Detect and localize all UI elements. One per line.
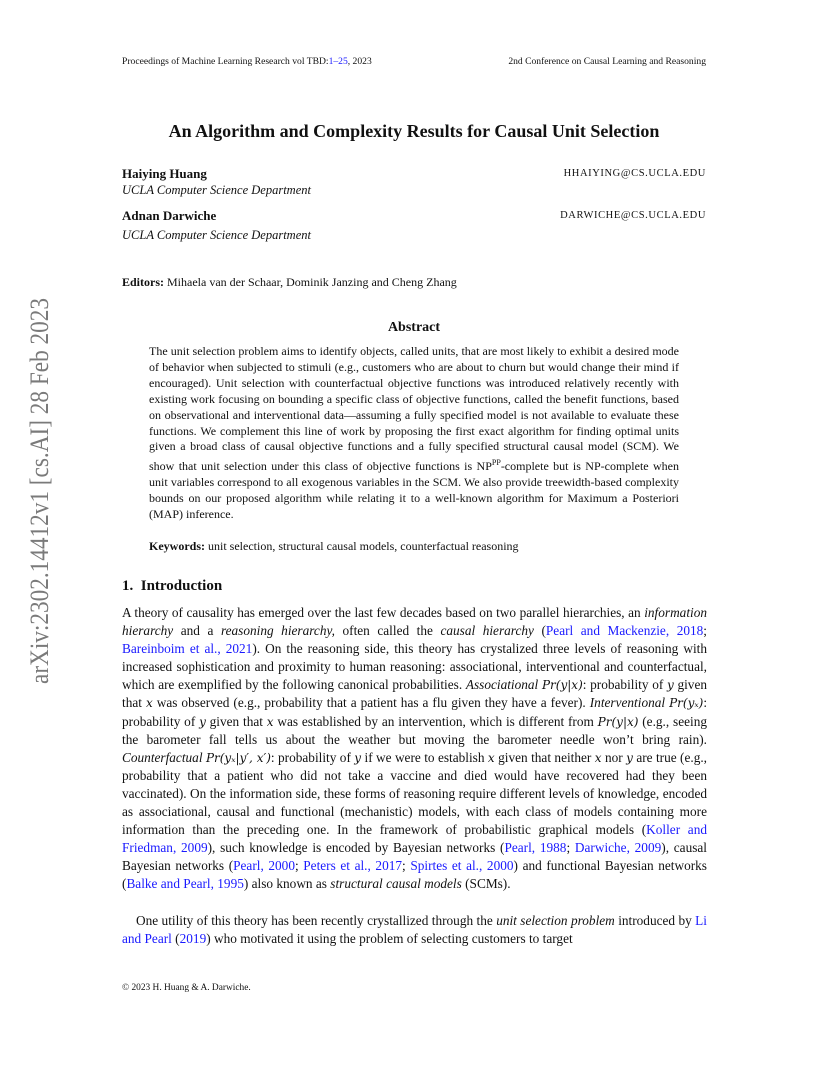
- intro-paragraph: A theory of causality has emerged over the last few decades based on two parallel hierarchies, an information hierarchy and a reasoning hierarchy, often called the causal hierarchy (Pearl and Mackenzie, 2018; Bareinboim et al., 2021). On the reasoning side, this theory has crystalized three levels of reasoning with increased sophistication and proximity to human reasoning: associational, interventional and counterfactual, which are exemplified by the following canonical probabilities. Associational Pr(y|x): probability of y given that x was observed (e.g., probability that a patient has a flu given they have a fever). Interventional Pr(yₓ): probability of y given that x was established by an intervention, which is different from Pr(y|x) (e.g., seeing the barometer fall tells us about the weather but moving the barometer needle won’t bring rain). Counterfactual Pr(yₓ|y′, x′): probability of y if we were to establish x given that neither x nor y are true (e.g., probability that a patient who did not take a vaccine and died would have recovered had they been vaccinated). On the information side, these forms of reasoning require different levels of knowledge, encoded as associational, causal and functional (mechanistic) models, with each class of models containing more information than the preceding one. In the framework of probabilistic graphical models (Koller and Friedman, 2009), such knowledge is encoded by Bayesian networks (Pearl, 1988; Darwiche, 2009), causal Bayesian networks (Pearl, 2000; Peters et al., 2017; Spirtes et al., 2000) and functional Bayesian networks (Balke and Pearl, 1995) also known as structural causal models (SCMs).: [122, 605, 708, 892]
- running-header-left: Proceedings of Machine Learning Research vol TBD:1–25, 2023: [122, 56, 372, 67]
- running-header-right: 2nd Conference on Causal Learning and Reasoning: [508, 56, 706, 67]
- arxiv-stamp: [18, 296, 58, 686]
- citation-link[interactable]: Peters et al., 2017: [303, 858, 403, 874]
- paper-title: An Algorithm and Complexity Results for Causal Unit Selection: [168, 121, 660, 141]
- page-range-link[interactable]: 1–25: [328, 56, 348, 67]
- abstract-body: The unit selection problem aims to identify objects, called units, that are most likely to exhibit a desired mode of behavior when subjected to stimuli (e.g., customers who are about to churn but would change their mind if encouraged). Unit selection with counterfactual objective functions was introduced relatively recently with existing work focusing on bounding a specific class of objective functions, called the benefit functions, based on observational and interventional data—assuming a fully specified model is not available to evaluate these functions. We complement this line of work by proposing the first exact algorithm for finding optimal units given a broad class of causal objective functions and a fully specified structural causal model (SCM). We show that unit selection under this class of objective functions is $NP^{PP}$-complete but is NP-complete when unit variables correspond to all exogenous variables in the SCM. We also provide treewidth-based complexity bounds on our proposed algorithm while relating it to a well-known algorithm for Maximum a Posteriori (MAP) inference.: [149, 344, 679, 522]
- citation-link[interactable]: Pearl and Mackenzie, 2018: [545, 623, 704, 639]
- section-heading-introduction: 1. Introduction: [122, 578, 223, 594]
- citation-link[interactable]: Spirtes et al., 2000: [410, 858, 514, 874]
- citation-link[interactable]: Pearl, 1988: [504, 840, 567, 856]
- author-affiliation: UCLA Computer Science Department: [122, 183, 311, 197]
- citation-link[interactable]: Li and Pearl: [122, 913, 707, 947]
- author-affiliation: UCLA Computer Science Department: [122, 228, 311, 242]
- arxiv-stamp-text: arXiv:2302.14412v1 [cs.AI] 28 Feb 2023: [25, 296, 54, 684]
- citation-link[interactable]: Bareinboim et al., 2021: [122, 641, 253, 657]
- author-email[interactable]: DARWICHE@CS.UCLA.EDU: [560, 210, 706, 221]
- intro-paragraph: One utility of this theory has been recently crystallized through the unit selection problem introduced by Li and Pearl (2019) who motivated it using the problem of selecting customers to target: [122, 913, 707, 947]
- citation-link[interactable]: Darwiche, 2009: [574, 840, 662, 856]
- copyright-footer: © 2023 H. Huang & A. Darwiche.: [122, 983, 251, 993]
- author-name: Haiying Huang: [122, 166, 207, 181]
- citation-link[interactable]: 2019: [179, 931, 207, 947]
- citation-link[interactable]: Pearl, 2000: [233, 858, 295, 874]
- citation-link[interactable]: Balke and Pearl, 1995: [126, 876, 244, 892]
- author-email[interactable]: HHAIYING@CS.UCLA.EDU: [563, 168, 706, 179]
- abstract-heading: Abstract: [387, 320, 441, 335]
- citation-link[interactable]: Koller and Friedman, 2009: [122, 822, 707, 856]
- keywords-line: Keywords: unit selection, structural causal models, counterfactual reasoning: [149, 539, 519, 553]
- author-name: Adnan Darwiche: [122, 208, 217, 223]
- editors-line: Editors: Mihaela van der Schaar, Dominik Janzing and Cheng Zhang: [122, 275, 457, 289]
